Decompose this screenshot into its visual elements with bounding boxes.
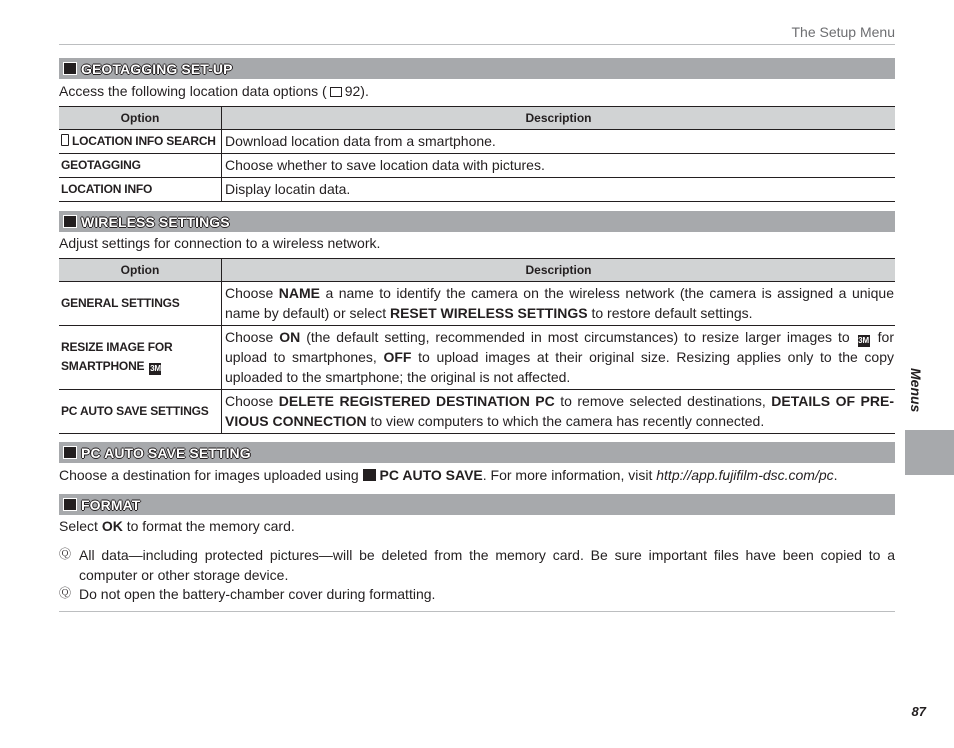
image-size-3m-icon: 3M <box>858 336 870 345</box>
format-intro: Select OK to format the memory card. <box>59 518 295 534</box>
format-icon <box>63 498 77 511</box>
caution-note: Ⓠ Do not open the battery-chamber cover during formatting. <box>59 586 436 602</box>
book-ref-icon <box>330 87 342 97</box>
col-header-option: Option <box>59 107 222 130</box>
table-row: PC AUTO SAVE SETTINGS Choose DELETE REGISTERED DESTINATION PC to remove selected destinations, DETAILS OF PRE-VIOUS CONNECTION to view computers to which the camera has recently connected. <box>59 390 895 434</box>
wireless-intro: Adjust settings for connection to a wireless network. <box>59 235 381 251</box>
table-row: LOCATION INFO SEARCH Download location data from a smartphone. <box>59 130 895 154</box>
image-size-3m-icon: 3M <box>150 364 161 373</box>
section-title-pc-auto-save: PC AUTO SAVE SETTING <box>81 444 251 461</box>
section-tab <box>905 430 954 475</box>
section-title-geotagging: GEOTAGGING SET-UP <box>81 60 233 77</box>
page-number: 87 <box>911 704 926 719</box>
side-label-menus: Menus <box>908 367 924 413</box>
pc-auto-save-text: Choose a destination for images uploaded using PC AUTO SAVE. For more information, visit http://app.fujifilm-dsc.com/pc. <box>59 467 838 483</box>
pc-auto-save-icon <box>63 446 77 459</box>
url-link: http://app.fujifilm-dsc.com/pc <box>656 467 834 483</box>
caution-icon: Ⓠ <box>59 547 72 561</box>
col-header-description: Description <box>222 107 896 130</box>
smartphone-icon <box>61 134 69 146</box>
geotagging-table <box>59 106 895 202</box>
col-header-description: Description <box>222 259 896 282</box>
running-head: The Setup Menu <box>59 24 895 45</box>
section-title-format: FORMAT <box>81 496 141 513</box>
section-bar-geotagging <box>59 58 895 79</box>
table-row: LOCATION INFO Display locatin data. <box>59 178 895 202</box>
wireless-icon <box>63 215 77 228</box>
bottom-rule <box>59 611 895 612</box>
section-bar-pc-auto-save <box>59 442 895 463</box>
section-title-wireless: WIRELESS SETTINGS <box>81 213 230 230</box>
wireless-table <box>59 258 895 434</box>
table-row: RESIZE IMAGE FOR SMARTPHONE 3M Choose ON (the default setting, recommended in most circumstances) to resize larger images to 3M for upload to smartphones, OFF to upload images at their original size. Resizing applies only to the copy uploaded to the smartphone; the original is not affected. <box>59 326 895 390</box>
pc-auto-save-icon <box>363 469 376 481</box>
geotagging-intro: Access the following location data options ( 92). <box>59 83 369 99</box>
caution-note: Ⓠ All data—including protected pictures—will be deleted from the memory card. Be sure important files have been copied to a computer or other storage device. <box>59 547 895 583</box>
caution-icon: Ⓠ <box>59 586 72 600</box>
section-bar-wireless <box>59 211 895 232</box>
table-row: GEOTAGGING Choose whether to save location data with pictures. <box>59 154 895 178</box>
section-bar-format <box>59 494 895 515</box>
setup-menu-icon <box>63 62 77 75</box>
table-row: GENERAL SETTINGS Choose NAME a name to identify the camera on the wireless network (the camera is assigned a unique name by default) or select RESET WIRELESS SETTINGS to restore default settings. <box>59 282 895 326</box>
col-header-option: Option <box>59 259 222 282</box>
